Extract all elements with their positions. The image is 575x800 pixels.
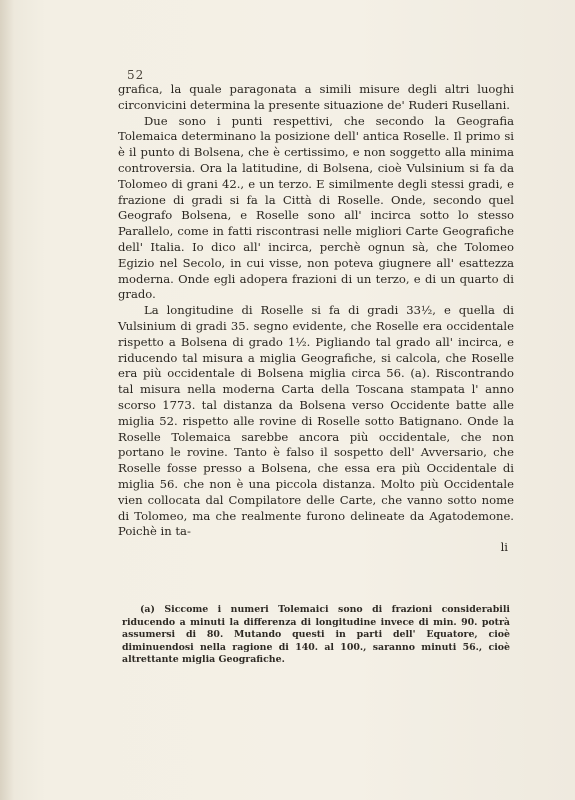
paragraph: La longitudine di Roselle si fa di gradi 33½, e quella di Vulsinium di gradi 35. segno evidente, che Roselle era occidentale rispetto a Bolsena di grado 1½. Pigliando tal grado all' incirca, e riducendo tal misura a miglia Geografiche, si calcola, che Roselle era più occidentale di Bolsena miglia circa 56. (a). Riscontrando tal misura nella moderna Carta della Toscana stampata l' anno scorso 1773. tal distanza da Bolsena verso Occidente batte alle miglia 52. rispetto alle rovine di Roselle sotto Batignano. Onde la Roselle Tolemaica sarebbe ancora più occidentale, che non portano le rovine. Tanto è falso il sospetto dell' Avversario, che Roselle fosse presso a Bolsena, che essa era più Occidentale di miglia 56. che non è una piccola distanza. Molto più Occidentale vien collocata dal Compilatore delle Carte, che vanno sotto nome di Tolomeo, ma che realmente furono delineate da Agatodemone. Poichè in ta- [118, 303, 514, 539]
page-number: 52 [127, 68, 145, 82]
main-text [118, 82, 514, 554]
paragraph: Due sono i punti respettivi, che secondo la Geografia Tolemaica determinano la posizione dell' antica Roselle. Il primo si è il punto di Bolsena, che è certissimo, e non soggetto alla minima controversia. Ora la latitudine, di Bolsena, cioè Vulsinium si fa da Tolomeo di grani 42., e un terzo. E similmente degli stessi gradi, e frazione di gradi si fa la Città di Roselle. Onde, secondo quel Geografo Bolsena, e Roselle sono all' incirca sotto lo stesso Parallelo, come in fatti riscontrasi nelle migliori Carte Geografiche dell' Italia. Io dico all' incirca, perchè ognun sà, che Tolomeo Egizio nel Secolo, in cui visse, non poteva giugnere all' esattezza moderna. Onde egli adopera frazioni di un terzo, e di un quarto di grado. [118, 113, 514, 302]
footnote-text: (a) Siccome i numeri Tolemaici sono di frazioni considerabili riducendo a minuti la differenza di longitudine invece di min. 90. potrà assumersi di 80. Mutando questi in parti dell' Equatore, cioè diminuendosi nella ragione di 140. al 100., saranno minuti 56., cioè altrettante miglia Geografiche. [122, 604, 510, 666]
catchword: li [500, 540, 508, 555]
footnote [122, 604, 510, 667]
gutter-shadow [0, 0, 14, 800]
paragraph: grafica, la quale paragonata a simili misure degli altri luoghi circonvicini determina la presente situazione de' Ruderi Rusellani. [118, 82, 514, 112]
